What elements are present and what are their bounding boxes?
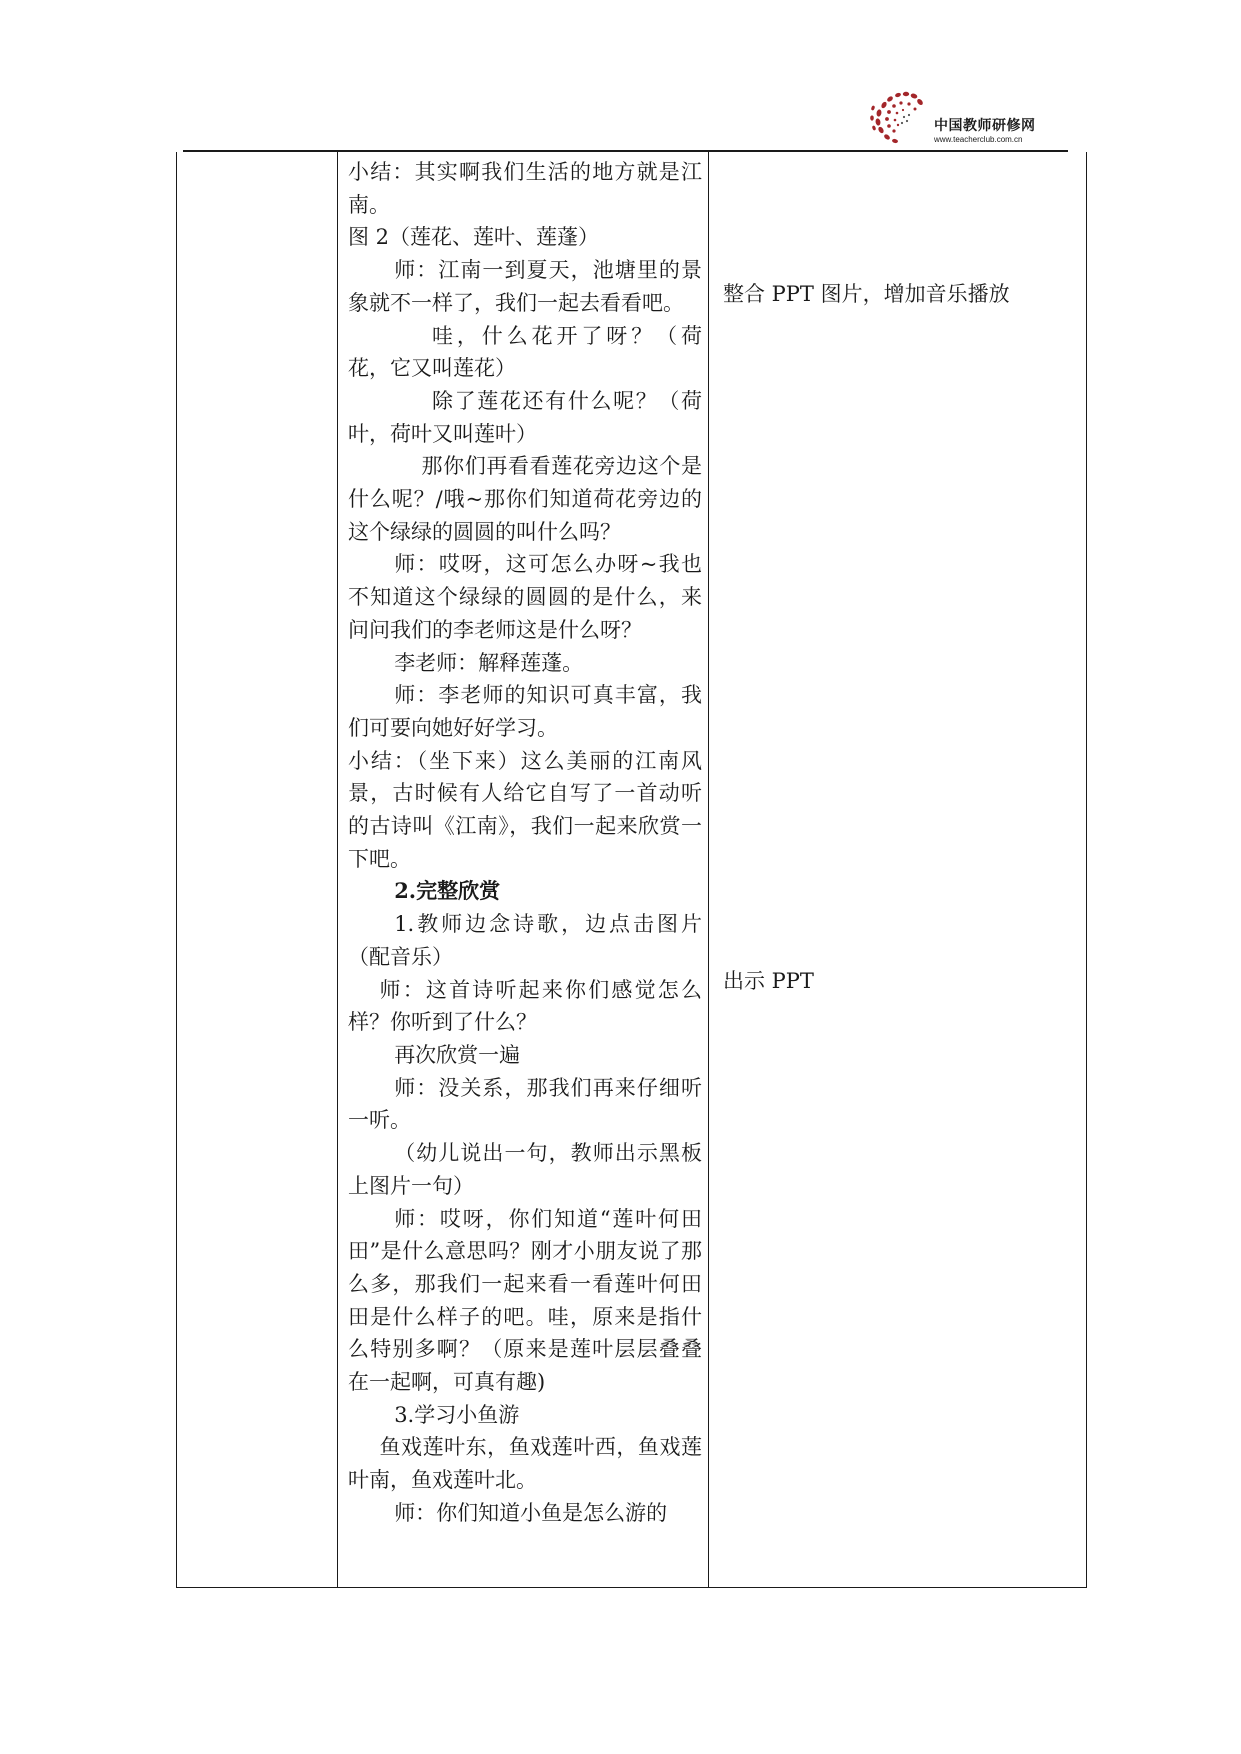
paragraph: 除了莲花还有什么呢？（荷叶，荷叶又叫莲叶） — [348, 388, 702, 446]
paragraph: 小结：其实啊我们生活的地方就是江南。 — [348, 160, 702, 217]
paragraph: （幼儿说出一句，教师出示黑板上图片一句） — [348, 1141, 702, 1198]
note-ppt-music: 整合 PPT 图片，增加音乐播放 — [723, 282, 1010, 306]
table-row — [177, 152, 1087, 1588]
paragraph: 师：哎呀，你们知道“莲叶何田田”是什么意思吗？刚才小朋友说了那么多，那我们一起来看一看莲叶何田田是什么样子的吧。哇，原来是指什么特别多啊？（原来是莲叶层层叠叠在一起啊，可真有趣) — [348, 1206, 702, 1395]
site-logo — [868, 88, 1048, 150]
paragraph: 李老师：解释莲蓬。 — [394, 650, 584, 675]
paragraph: 那你们再看看莲花旁边这个是什么呢？/哦~那你们知道荷花旁边的这个绿绿的圆圆的叫什么吗？ — [348, 454, 702, 544]
paragraph: 师：李老师的知识可真丰富，我们可要向她好好学习。 — [348, 683, 702, 740]
logo-url: www.teacherclub.com.cn — [934, 135, 1023, 144]
paragraph: 师：没关系，那我们再来仔细听一听。 — [348, 1075, 702, 1133]
activity-cell — [338, 152, 709, 1588]
paragraph: 图 2（莲花、莲叶、莲蓬） — [348, 225, 600, 250]
paragraph: 师：这首诗听起来你们感觉怎么样？你听到了什么？ — [348, 977, 702, 1035]
section-heading: 3.学习小鱼游 — [394, 1402, 520, 1427]
logo-name: 中国教师研修网 — [934, 118, 1036, 134]
section-heading: 2.完整欣赏 — [394, 878, 501, 904]
note-show-ppt: 出示 PPT — [723, 969, 814, 993]
lesson-plan-table — [176, 152, 1087, 1588]
paragraph: 1.教师边念诗歌，边点击图片（配音乐） — [348, 912, 702, 969]
flower-dots-logo-icon — [868, 88, 932, 146]
paragraph: 鱼戏莲叶东，鱼戏莲叶西，鱼戏莲叶南，鱼戏莲叶北。 — [348, 1435, 702, 1493]
paragraph: 师：你们知道小鱼是怎么游的 — [394, 1500, 668, 1525]
paragraph: 师：江南一到夏天，池塘里的景象就不一样了，我们一起去看看吧。 — [348, 258, 702, 315]
notes-cell — [709, 152, 1087, 1588]
paragraph: 哇，什么花开了呀？（荷花，它又叫莲花） — [348, 323, 702, 381]
paragraph: 小结：（坐下来）这么美丽的江南风景，古时候有人给它自写了一首动听的古诗叫《江南》，我们一起来欣赏一下吧。 — [348, 748, 702, 871]
section-cell — [177, 152, 338, 1588]
paragraph: 师：哎呀，这可怎么办呀~我也不知道这个绿绿的圆圆的是什么，来问问我们的李老师这是什么呀？ — [348, 552, 702, 642]
paragraph: 再次欣赏一遍 — [394, 1042, 521, 1067]
